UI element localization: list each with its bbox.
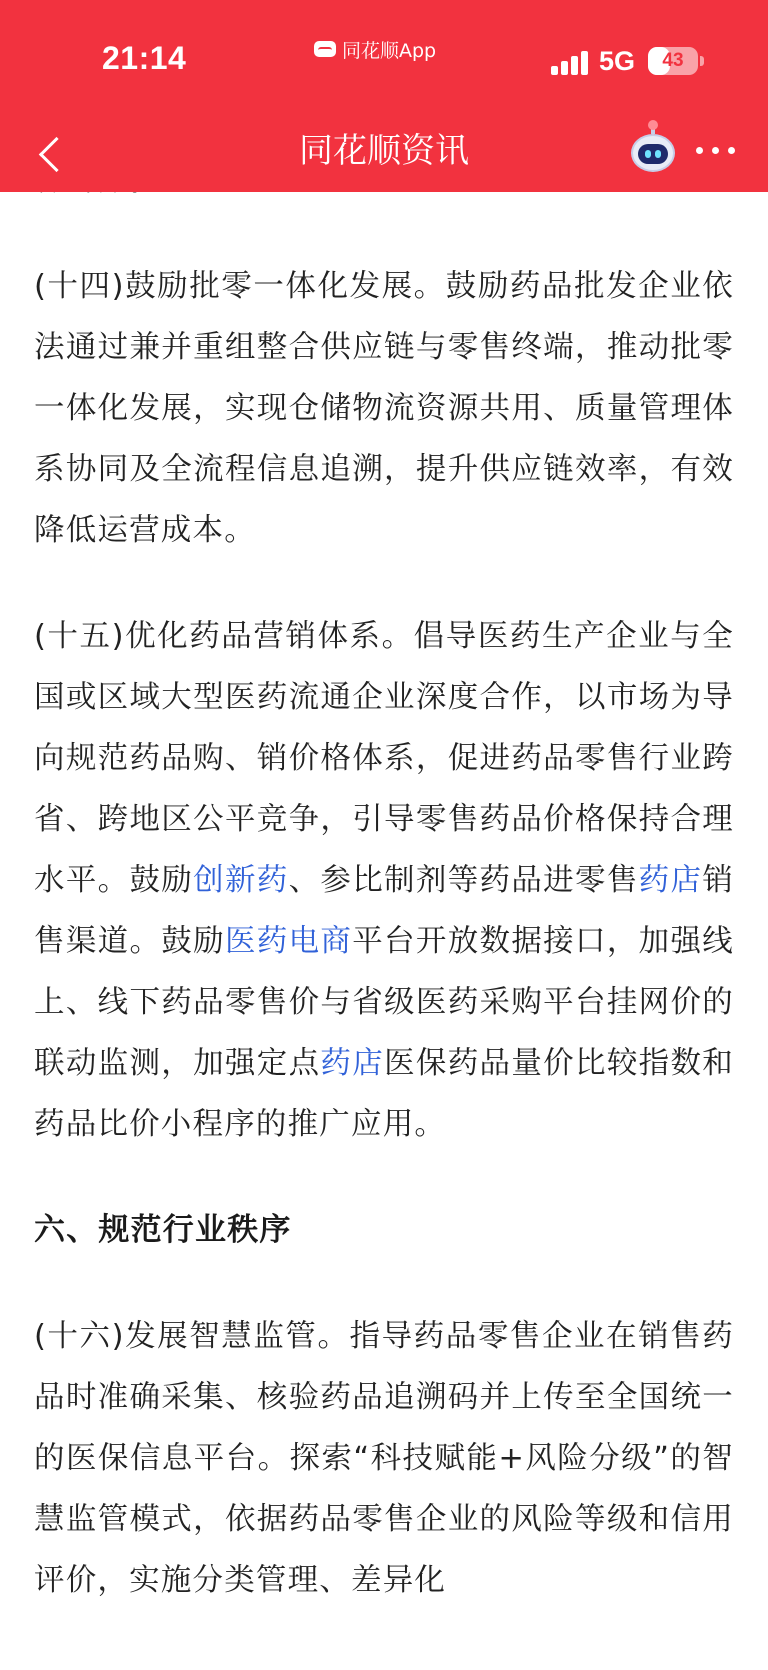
article-scroll-area[interactable]	[0, 150, 768, 1670]
app-origin-label[interactable]	[314, 36, 436, 62]
article-paragraph-14: (十四)鼓励批零一体化发展。鼓励药品批发企业依法通过兼并重组整合供应链与零售终端，推动批零一体化发展，实现仓储物流资源共用、质量管理体系协同及全流程信息追溯，提升供应链效率，有效降低运营成本。	[34, 269, 734, 548]
article-paragraph-16: (十六)发展智慧监管。指导药品零售企业在销售药品时准确采集、核验药品追溯码并上传至全国统一的医保信息平台。探索“科技赋能+风险分级”的智慧监管模式，依据药品零售企业的风险等级和信用评价，实施分类管理、差异化	[34, 1319, 734, 1598]
section-heading-6: 六、规范行业秩序	[34, 1212, 292, 1248]
battery-tip	[700, 56, 704, 66]
nav-bar	[0, 120, 768, 192]
top-bar	[0, 0, 768, 192]
article-paragraph-15: (十五)优化药品营销体系。倡导医药生产企业与全国或区域大型医药流通企业深度合作，以市场为导向规范药品购、销价格体系，促进药品零售行业跨省、跨地区公平竞争，引导零售药品价格保持合理水平。鼓励创新药、参比制剂等药品进零售药店销售渠道。鼓励医药电商平台开放数据接口，加强线上、线下药品零售价与省级医药采购平台挂网价的联动监测，加强定点药店医保药品量价比较指数和药品比价小程序的推广应用。	[34, 619, 735, 1142]
app-logo-icon	[314, 41, 336, 57]
robot-assistant-icon[interactable]	[628, 124, 678, 176]
back-chevron-icon[interactable]	[30, 130, 78, 180]
link-pharma-ecommerce[interactable]: 医药电商	[224, 924, 353, 959]
more-dots-icon[interactable]	[694, 138, 738, 164]
status-bar	[0, 0, 768, 120]
link-pharmacy-2[interactable]: 药店	[320, 1046, 385, 1081]
network-type: 5G	[599, 46, 636, 76]
article-body	[0, 150, 768, 1611]
page-title: 同花顺资讯	[299, 131, 469, 171]
battery-icon	[648, 47, 698, 75]
battery-level: 43	[662, 50, 684, 71]
signal-icon	[551, 51, 589, 75]
app-origin-name: 同花顺App	[342, 39, 437, 62]
link-pharmacy[interactable]: 药店	[638, 863, 703, 898]
status-time: 21:14	[102, 40, 187, 76]
link-innovative-drugs[interactable]: 创新药	[193, 863, 289, 898]
